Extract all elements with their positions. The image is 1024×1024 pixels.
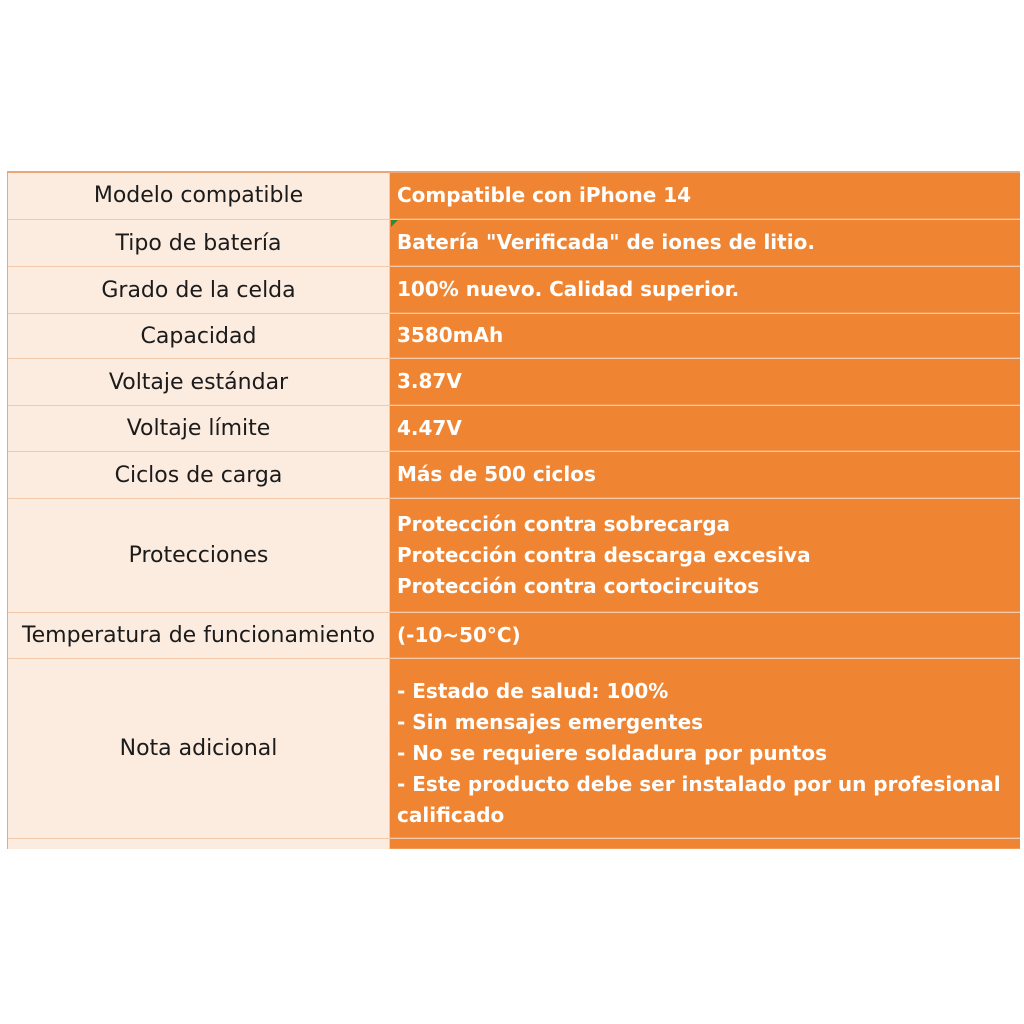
empty-value-cell (390, 839, 1020, 849)
value-line: calificado (397, 803, 505, 827)
row-value (390, 220, 1020, 266)
row-label: Tipo de batería (8, 220, 390, 266)
table-row (8, 359, 1020, 406)
row-value (390, 359, 1020, 405)
value-line: Protección contra descarga excesiva (397, 542, 811, 567)
value-line: 100% nuevo. Calidad superior. (397, 277, 740, 301)
row-label: Voltaje límite (8, 406, 390, 451)
table-row (8, 220, 1020, 267)
row-value (390, 406, 1020, 451)
table-row (8, 314, 1020, 359)
value-line: Más de 500 ciclos (397, 462, 596, 486)
row-label: Capacidad (8, 314, 390, 358)
row-value (390, 171, 1020, 219)
row-value (390, 659, 1020, 838)
cell-comment-indicator (391, 220, 398, 227)
row-value (390, 267, 1020, 313)
row-value (390, 452, 1020, 498)
table-row (8, 452, 1020, 499)
table-row (8, 659, 1020, 839)
row-label: Voltaje estándar (8, 359, 390, 405)
row-label: Ciclos de carga (8, 452, 390, 498)
table-row (8, 267, 1020, 314)
table-row (8, 406, 1020, 452)
row-label: Modelo compatible (8, 171, 390, 219)
row-value (390, 613, 1020, 658)
row-label: Temperatura de funcionamiento (8, 613, 390, 658)
row-value (390, 314, 1020, 358)
table-row (8, 499, 1020, 613)
value-line: Protección contra cortocircuitos (397, 573, 760, 598)
value-line: (-10~50°C) (397, 622, 521, 647)
table-row (8, 613, 1020, 659)
empty-label-cell (8, 839, 390, 849)
value-line: Protección contra sobrecarga (397, 511, 731, 536)
row-label: Protecciones (8, 499, 390, 612)
value-line: - No se requiere soldadura por puntos (397, 741, 827, 765)
value-line: Compatible con iPhone 14 (397, 183, 692, 207)
row-label: Grado de la celda (8, 267, 390, 313)
value-line: - Este producto debe ser instalado por un profesional (397, 772, 1001, 796)
value-line: 3580mAh (397, 323, 504, 347)
value-line: 3.87V (397, 369, 462, 393)
value-line: - Sin mensajes emergentes (397, 710, 704, 734)
spec-table (7, 171, 1020, 849)
table-top-border (8, 171, 1020, 173)
row-value (390, 499, 1020, 612)
table-row-empty (8, 839, 1020, 849)
value-line: 4.47V (397, 415, 462, 440)
value-line: Batería "Verificada" de iones de litio. (397, 230, 815, 254)
row-label: Nota adicional (8, 659, 390, 838)
table-row (8, 171, 1020, 220)
value-line: - Estado de salud: 100% (397, 679, 669, 703)
